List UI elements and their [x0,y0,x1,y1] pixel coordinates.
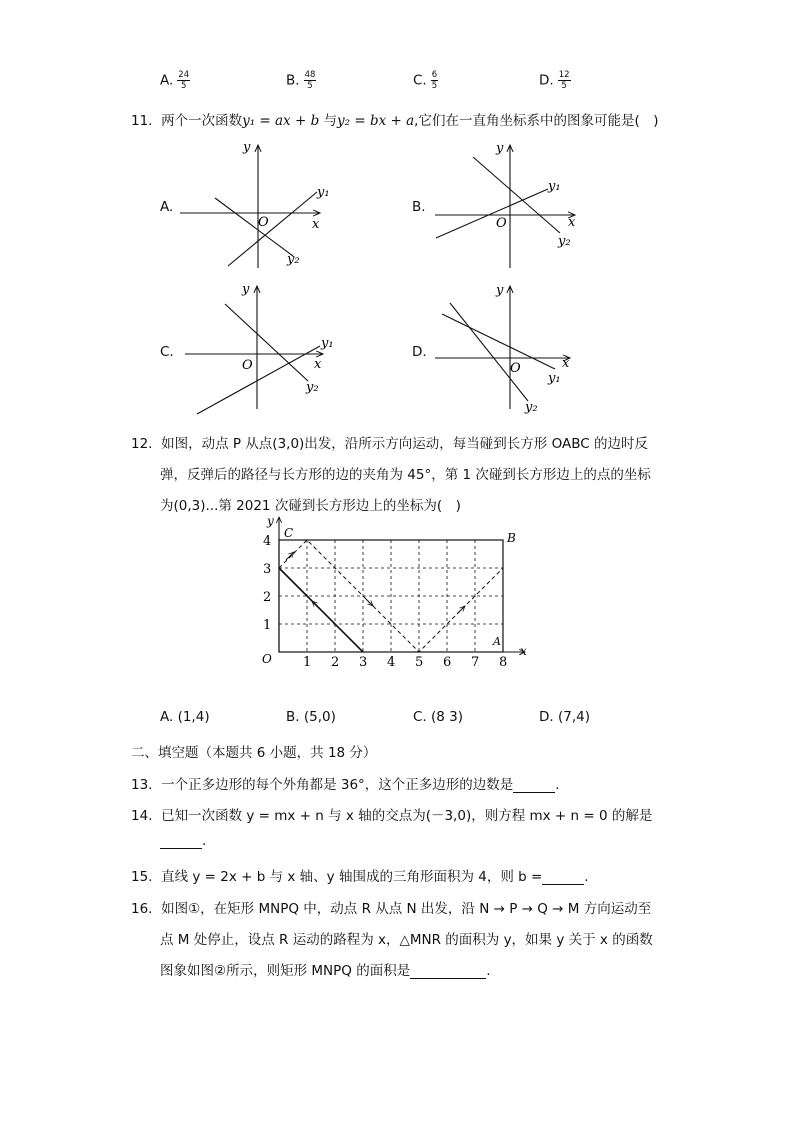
q14: 14. 已知一次函数 y = mx + n 与 x 轴的交点为(－3,0)，则方程 mx + n = 0 的解是 [131,808,653,824]
q12-stem-line1: 12. 如图，动点 P 从点(3,0)出发，沿所示方向运动，每当碰到长方形 OABC 的边时反 [131,436,648,452]
q15: 15. 直线 y = 2x + b 与 x 轴、y 轴围成的三角形面积为 4，则 b = . [131,869,589,885]
x-tick-label: 7 [471,655,480,670]
y-tick-label: 4 [263,534,272,549]
line-y1-label: y₁ [317,185,330,200]
q10-option-a: A. $\frac{24}{5}$ [160,70,190,91]
q16-line3: 图象如图②所示，则矩形 MNPQ 的面积是 . [160,963,491,979]
q12-option-d: D. (7,4) [539,709,590,725]
answer-blank [513,778,555,793]
origin-label: O [510,361,521,376]
x-axis-label: x [312,217,320,232]
y-axis-label: y [496,141,504,156]
path-first-segment [279,568,363,652]
origin-label: O [242,358,253,373]
q11-graph-a-letter: A. [160,199,174,215]
q11-graph-c-letter: C. [160,344,174,360]
q11-graph-b [430,138,600,273]
x-tick-label: 6 [443,655,452,670]
x-tick-label: 2 [331,655,340,670]
x-tick-label: 8 [499,655,508,670]
q11-stem: 11. 两个一次函数y₁ = ax + b 与y₂ = bx + a,它们在一直角坐标系中的图象可能是( ) [131,113,659,129]
line-y1 [442,314,555,369]
origin-label: O [258,215,269,230]
origin-label: O [496,216,507,231]
line-y1-label: y₁ [321,336,334,351]
x-tick-label: 5 [415,655,424,670]
line-y1 [228,192,317,266]
line-y1-label: y₁ [548,179,561,194]
line-y2 [215,198,293,256]
line-y2-label: y₂ [306,380,319,395]
answer-blank [160,834,202,849]
q12-stem-line3: 为(0,3)...第 2021 次碰到长方形边上的坐标为( ) [160,498,461,514]
q11-graph-c [180,281,350,421]
y-axis-label: y [496,283,504,298]
q11-graph-d [430,281,600,421]
direction-arrow-3 [365,598,373,606]
x-axis-label: x [568,215,576,230]
q13: 13. 一个正多边形的每个外角都是 36°，这个正多边形的边数是 . [131,777,560,793]
q11-graph-d-letter: D. [412,344,427,360]
x-axis-label: x [314,357,322,372]
section-heading: 二、填空题（本题共 6 小题，共 18 分） [131,745,377,761]
q12-option-a: A. (1,4) [160,709,210,725]
direction-arrow-2 [286,552,294,560]
origin-label: O [262,652,272,666]
axis-y-label: y [267,514,274,528]
q12-stem-line2: 弹，反弹后的路径与长方形的边的夹角为 45°，第 1 次碰到长方形边上的点的坐标 [160,467,651,483]
y-axis-label: y [242,282,250,297]
q12-option-b: B. (5,0) [286,709,336,725]
y-tick-label: 2 [263,590,272,605]
direction-arrow-1 [312,601,319,608]
q16-line2: 点 M 处停止，设点 R 运动的路程为 x，△MNR 的面积为 y，如果 y 关于 x 的函数 [160,932,653,948]
q12-option-c: C. (8 3) [413,709,464,725]
q10-option-c: C. $\frac{6}{5}$ [413,70,438,91]
q10-option-b: B. $\frac{48}{5}$ [286,70,316,91]
line-y2-label: y₂ [558,234,571,249]
line-y2 [225,304,308,381]
direction-arrow-4 [457,606,465,614]
point-c-label: C [284,526,294,540]
x-tick-label: 4 [387,655,396,670]
answer-blank [542,870,584,885]
q14-continued: . [160,833,206,849]
x-tick-label: 1 [303,655,312,670]
axis-x-label: x [520,644,527,658]
line-y2 [473,157,560,233]
q10-option-d: D. $\frac{12}{5}$ [539,70,570,91]
point-b-label: B [507,531,516,545]
line-y2-label: y₂ [287,252,300,267]
line-y1-label: y₁ [548,371,561,386]
line-y1 [197,346,320,414]
q16-line1: 16. 如图①，在矩形 MNPQ 中，动点 R 从点 N 出发，沿 N → P → Q → M 方向运动至 [131,901,652,917]
answer-blank [410,964,486,979]
grid-lines [279,540,503,652]
y-tick-label: 3 [263,562,272,577]
line-y2-label: y₂ [525,400,538,415]
x-tick-label: 3 [359,655,368,670]
line-y2 [450,303,528,401]
q12-figure [255,512,535,672]
line-y1 [436,189,548,238]
point-a-label: A [493,635,501,648]
q11-graph-b-letter: B. [412,199,426,215]
y-tick-label: 1 [263,618,272,633]
x-axis-label: x [562,356,570,371]
q11-graph-a [175,138,345,273]
y-axis-label: y [243,140,251,155]
